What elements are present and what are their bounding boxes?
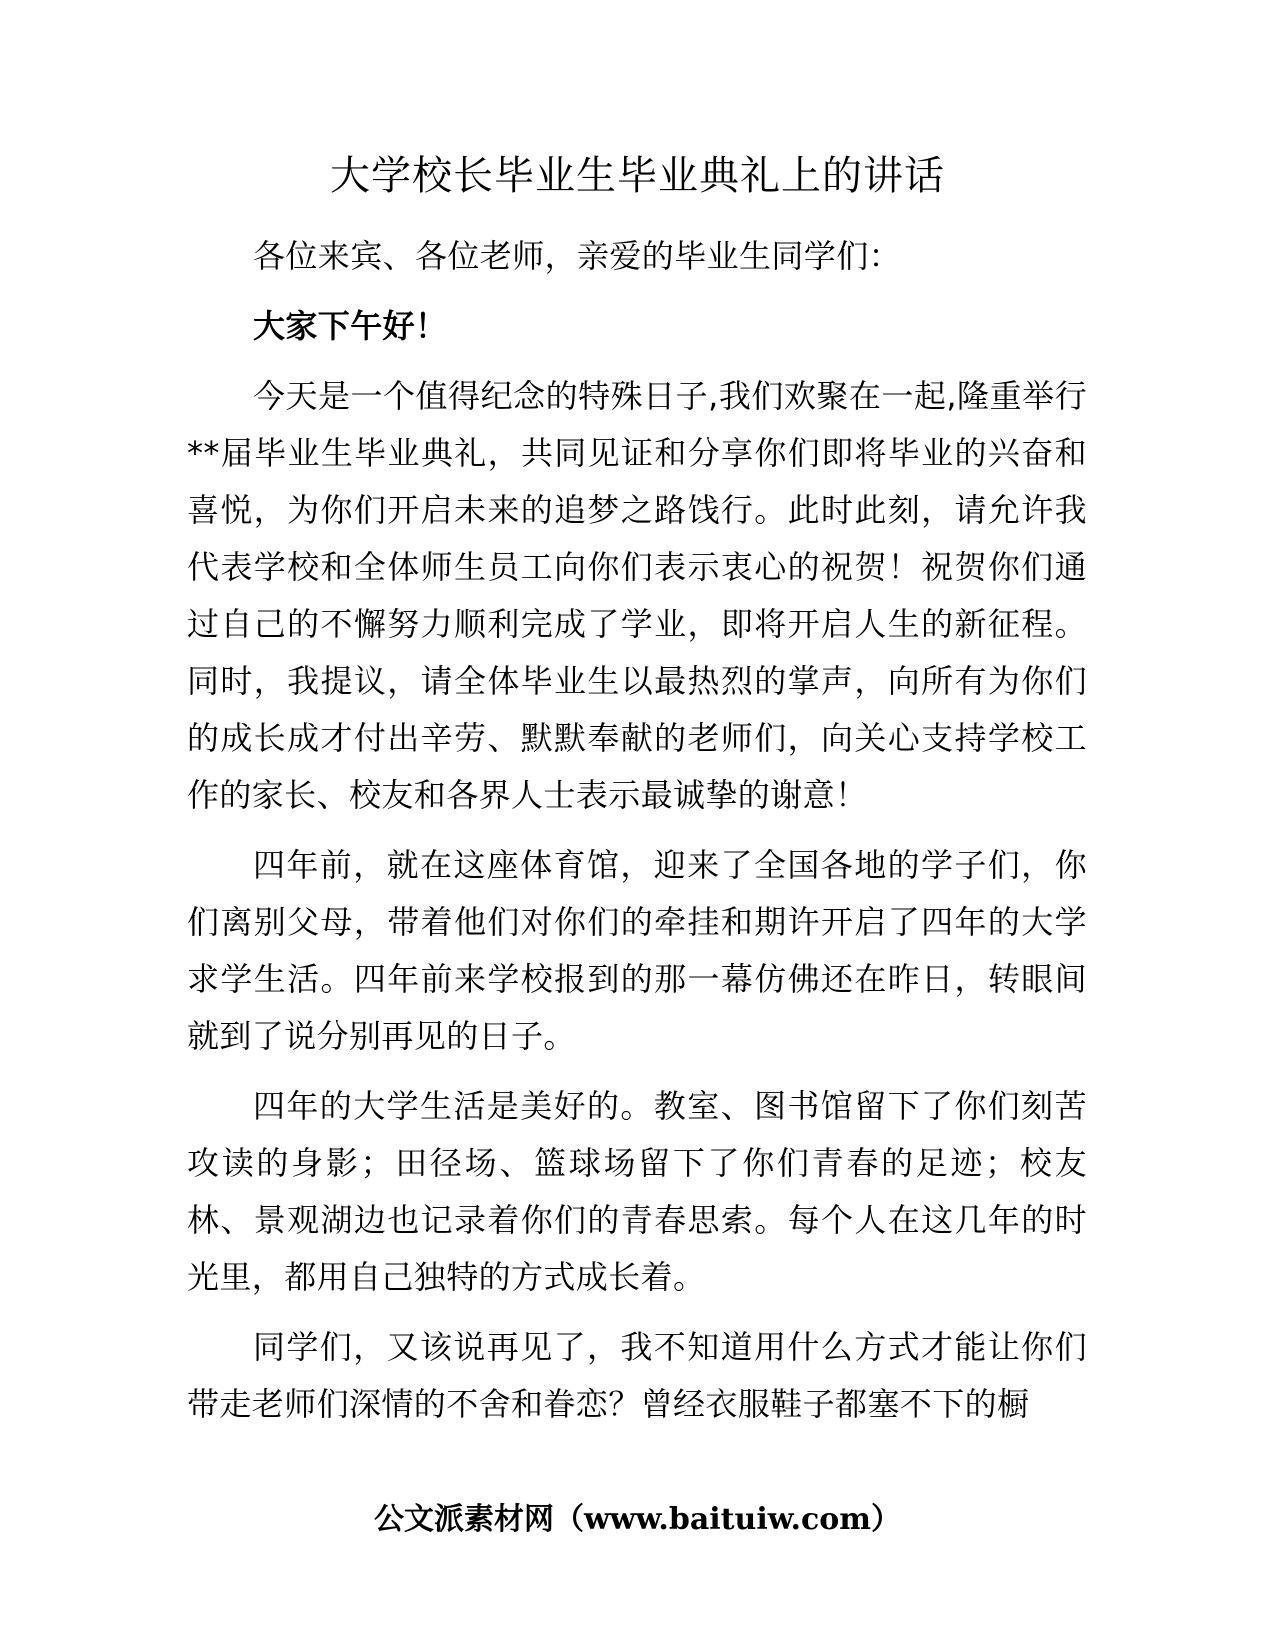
paragraph: 同学们，又该说再见了，我不知道用什么方式才能让你们带走老师们深情的不舍和眷恋？曾经衣服鞋子都塞不下的橱 [187, 1328, 1087, 1423]
document-title: 大学校长毕业生毕业典礼上的讲话 [330, 153, 945, 199]
paragraph: 四年前，就在这座体育馆，迎来了全国各地的学子们，你们离别父母，带着他们对你们的牵挂和期许开启了四年的大学求学生活。四年前来学校报到的那一幕仿佛还在昨日，转眼间就到了说分别再见的日子。 [187, 846, 1087, 1055]
paragraph: 今天是一个值得纪念的特殊日子,我们欢聚在一起,隆重举行**届毕业生毕业典礼，共同见证和分享你们即将毕业的兴奋和喜悦，为你们开启未来的追梦之路饯行。此时此刻，请允许我代表学校和全体师生员工向你们表示衷心的祝贺！祝贺你们通过自己的不懈努力顺利完成了学业，即将开启人生的新征程。同时，我提议，请全体毕业生以最热烈的掌声，向所有为你们的成长成才付出辛劳、默默奉献的老师们，向关心支持学校工作的家长、校友和各界人士表示最诚挚的谢意！ [187, 377, 1087, 814]
paragraph: 四年的大学生活是美好的。教室、图书馆留下了你们刻苦攻读的身影；田径场、篮球场留下了你们青春的足迹；校友林、景观湖边也记录着你们的青春思索。每个人在这几年的时光里，都用自己独特的方式成长着。 [187, 1087, 1087, 1296]
greeting: 大家下午好！ [253, 307, 448, 345]
document-body [187, 228, 1087, 1446]
salutation: 各位来宾、各位老师，亲爱的毕业生同学们： [253, 237, 902, 275]
footer-source: 公文派素材网（www.baituiw.com） [373, 1502, 902, 1537]
